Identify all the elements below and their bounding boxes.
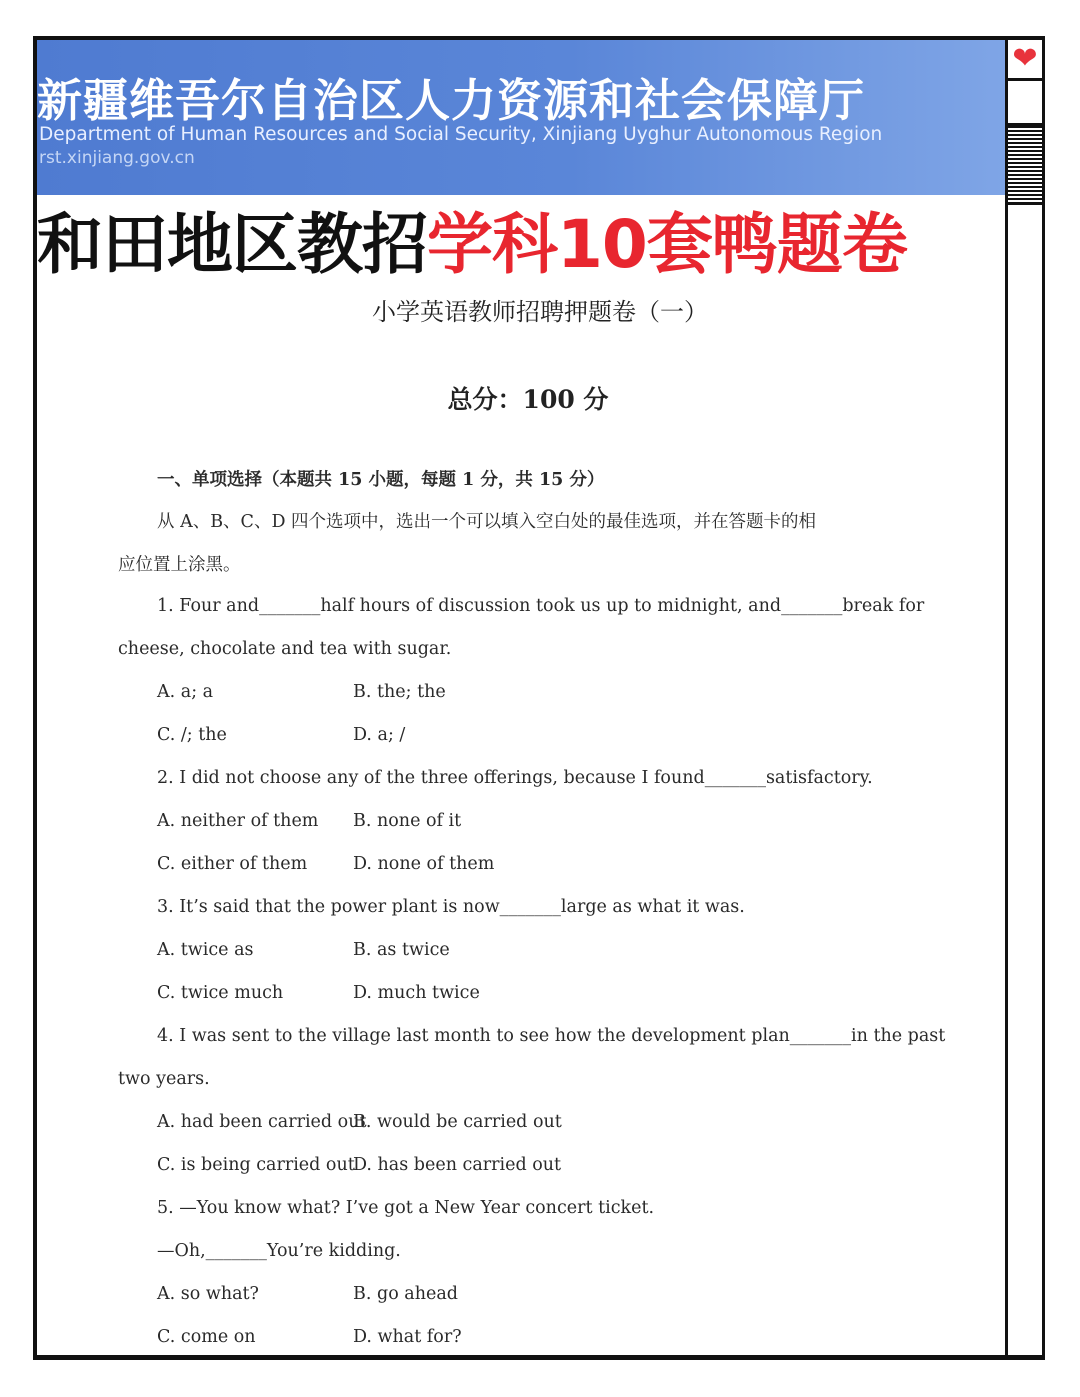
option-a: A. a; a — [157, 682, 214, 702]
option-c: C. either of them — [157, 854, 308, 874]
option-b: B. go ahead — [353, 1284, 458, 1304]
question-stem: cheese, chocolate and tea with sugar. — [118, 639, 452, 659]
headline — [37, 205, 907, 285]
question-stem: 5. —You know what? I’ve got a New Year concert ticket. — [157, 1198, 655, 1218]
document-title: 小学英语教师招聘押题卷（一） — [372, 298, 708, 326]
header-banner — [37, 40, 1005, 195]
option-d: D. what for? — [353, 1327, 462, 1347]
blank-box — [1008, 81, 1042, 126]
option-a: A. so what? — [157, 1284, 259, 1304]
barcode-pattern — [1008, 126, 1042, 205]
banner-title: 新疆维吾尔自治区人力资源和社会保障厅 — [37, 74, 866, 127]
option-d: D. none of them — [353, 854, 495, 874]
option-d: D. much twice — [353, 983, 480, 1003]
option-d: D. a; / — [353, 725, 406, 745]
option-a: A. neither of them — [157, 811, 319, 831]
question-stem: two years. — [118, 1069, 210, 1089]
option-a: A. had been carried out — [157, 1112, 367, 1132]
heart-icon[interactable]: ❤ — [1008, 40, 1042, 81]
instruction-line: 应位置上涂黑。 — [118, 555, 241, 575]
option-c: C. come on — [157, 1327, 256, 1347]
section-heading: 一、单项选择（本题共 15 小题，每题 1 分，共 15 分） — [157, 470, 605, 490]
question-stem: 4. I was sent to the village last month to see how the development plan_______in the past — [157, 1026, 946, 1046]
question-stem: —Oh,_______You’re kidding. — [157, 1241, 401, 1261]
option-b: B. the; the — [353, 682, 446, 702]
side-toolbar — [1005, 36, 1045, 1360]
total-score: 总分：100 分 — [447, 385, 609, 414]
option-c: C. twice much — [157, 983, 284, 1003]
option-b: B. would be carried out — [353, 1112, 562, 1132]
question-stem: 1. Four and_______half hours of discussion took us up to midnight, and_______break for — [157, 596, 925, 616]
headline-red: 学科10套鸭题卷 — [427, 206, 907, 283]
headline-black: 和田地区教招 — [37, 206, 427, 283]
option-c: C. /; the — [157, 725, 227, 745]
option-a: A. twice as — [157, 940, 254, 960]
instruction-line: 从 A、B、C、D 四个选项中，选出一个可以填入空白处的最佳选项，并在答题卡的相 — [157, 512, 817, 532]
option-d: D. has been carried out — [353, 1155, 562, 1175]
question-stem: 2. I did not choose any of the three offerings, because I found_______satisfactory. — [157, 768, 873, 788]
option-b: B. as twice — [353, 940, 450, 960]
option-b: B. none of it — [353, 811, 462, 831]
option-c: C. is being carried out — [157, 1155, 355, 1175]
banner-url: rst.xinjiang.gov.cn — [39, 148, 195, 168]
question-stem: 3. It’s said that the power plant is now_______large as what it was. — [157, 897, 745, 917]
banner-subtitle: Department of Human Resources and Social Security, Xinjiang Uyghur Autonomous Region — [39, 124, 883, 145]
